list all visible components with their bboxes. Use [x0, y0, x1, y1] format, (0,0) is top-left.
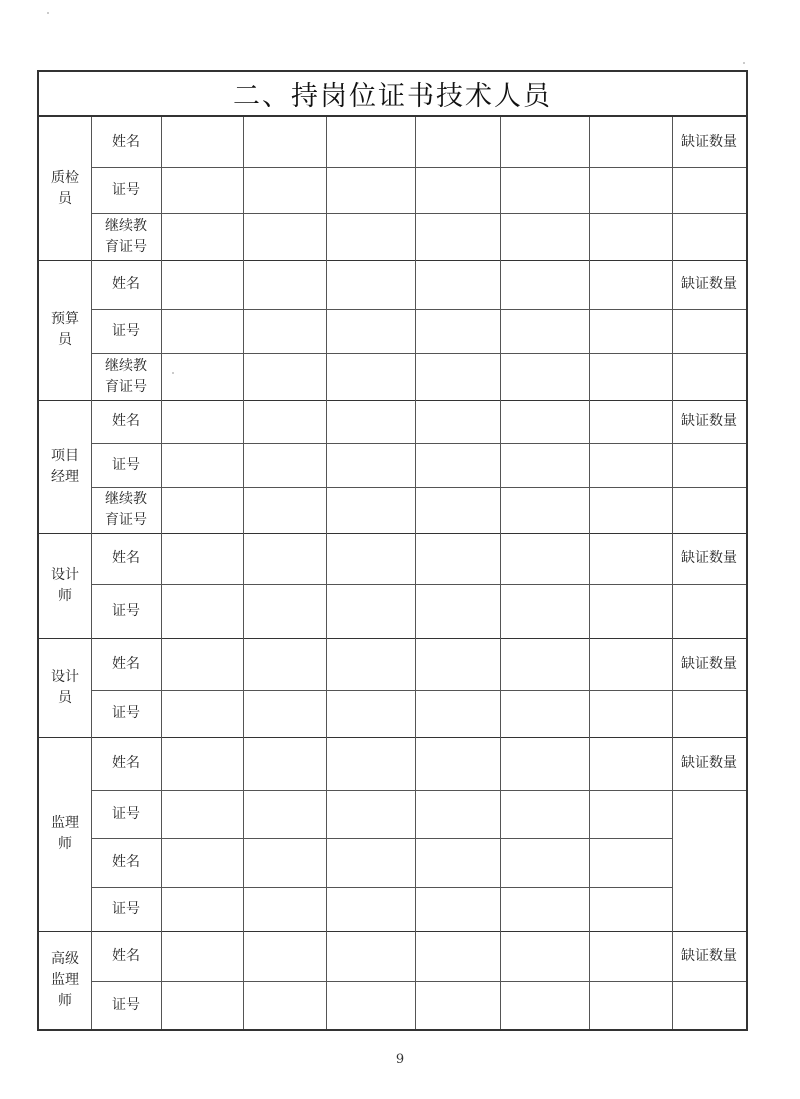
missing-count-label: 缺证数量 [681, 755, 737, 771]
missing-count-label: 缺证数量 [681, 276, 737, 292]
row-divider [91, 690, 746, 691]
category-designer [39, 638, 91, 737]
category-quality-inspector [39, 117, 91, 260]
scan-speck [743, 62, 745, 64]
row-label-cert-no: 证号 [112, 900, 140, 917]
row-divider [91, 309, 746, 310]
category-label: 设计 [51, 668, 79, 685]
row-label-name: 姓名 [112, 655, 140, 672]
column-divider [161, 117, 162, 1029]
category-project-manager [39, 400, 91, 533]
column-divider [91, 117, 92, 1029]
column-divider [415, 117, 416, 1029]
category-label: 质检 [51, 169, 79, 186]
category-senior-supervisor [39, 931, 91, 1029]
category-supervisor [39, 737, 91, 931]
missing-count-label: 缺证数量 [681, 655, 737, 672]
row-label-name: 姓名 [112, 276, 140, 292]
certified-staff-table [37, 70, 748, 1031]
category-label: 员 [58, 689, 72, 706]
row-label-cert-no: 证号 [112, 181, 140, 198]
category-label: 高级 [51, 950, 79, 967]
column-divider [500, 117, 501, 1029]
category-label: 师 [58, 992, 72, 1009]
row-label-continuing-edu [91, 487, 161, 533]
row-label-name: 姓名 [112, 947, 140, 964]
category-label: 师 [58, 836, 72, 852]
category-label: 预算 [51, 311, 79, 327]
row-divider [91, 213, 746, 214]
row-label-part: 继续教 [105, 357, 147, 374]
row-label-continuing-edu [91, 213, 161, 260]
category-label: 设计 [51, 566, 79, 583]
category-label: 师 [58, 587, 72, 604]
row-label-cert-no: 证号 [112, 805, 140, 822]
row-divider [91, 167, 746, 168]
category-label: 员 [58, 190, 72, 207]
row-divider [91, 981, 746, 982]
column-divider [326, 117, 327, 1029]
row-divider [91, 443, 746, 444]
column-divider [589, 117, 590, 1029]
category-label: 监理 [51, 815, 79, 831]
missing-count-label: 缺证数量 [681, 133, 737, 150]
row-label-cert-no: 证号 [112, 996, 140, 1013]
category-budgeter [39, 260, 91, 400]
row-label-cert-no: 证号 [112, 705, 140, 721]
row-label-name: 姓名 [112, 550, 140, 566]
scan-speck [172, 372, 174, 374]
row-label-part: 育证号 [105, 378, 147, 395]
row-label-cert-no: 证号 [112, 456, 140, 473]
missing-count-label: 缺证数量 [681, 947, 737, 964]
row-label-cert-no: 证号 [112, 602, 140, 619]
row-label-part: 继续教 [105, 491, 147, 507]
category-label: 项目 [51, 447, 79, 464]
missing-count-label: 缺证数量 [681, 550, 737, 566]
row-label-name: 姓名 [112, 755, 140, 771]
row-label-name: 姓名 [112, 854, 140, 870]
category-label: 员 [58, 332, 72, 348]
category-designer-senior [39, 533, 91, 638]
category-label: 经理 [51, 468, 79, 485]
row-label-part: 育证号 [105, 512, 147, 528]
row-label-cert-no: 证号 [112, 322, 140, 339]
row-label-continuing-edu [91, 353, 161, 400]
row-divider [91, 353, 746, 354]
page-title: 二、持岗位证书技术人员 [233, 81, 552, 112]
row-label-name: 姓名 [112, 413, 140, 429]
row-divider [91, 584, 746, 585]
column-divider [672, 117, 673, 1029]
category-label: 监理 [51, 971, 79, 988]
row-label-part: 继续教 [105, 217, 147, 234]
row-divider [91, 487, 746, 488]
missing-count-label: 缺证数量 [681, 413, 737, 429]
row-divider [91, 887, 672, 888]
row-divider [91, 790, 746, 791]
page-number: 9 [395, 1052, 405, 1067]
column-divider [243, 117, 244, 1029]
row-label-name: 姓名 [112, 133, 140, 150]
row-label-part: 育证号 [105, 238, 147, 255]
row-divider [91, 838, 672, 839]
title-row [39, 72, 746, 117]
scan-speck [47, 12, 49, 14]
